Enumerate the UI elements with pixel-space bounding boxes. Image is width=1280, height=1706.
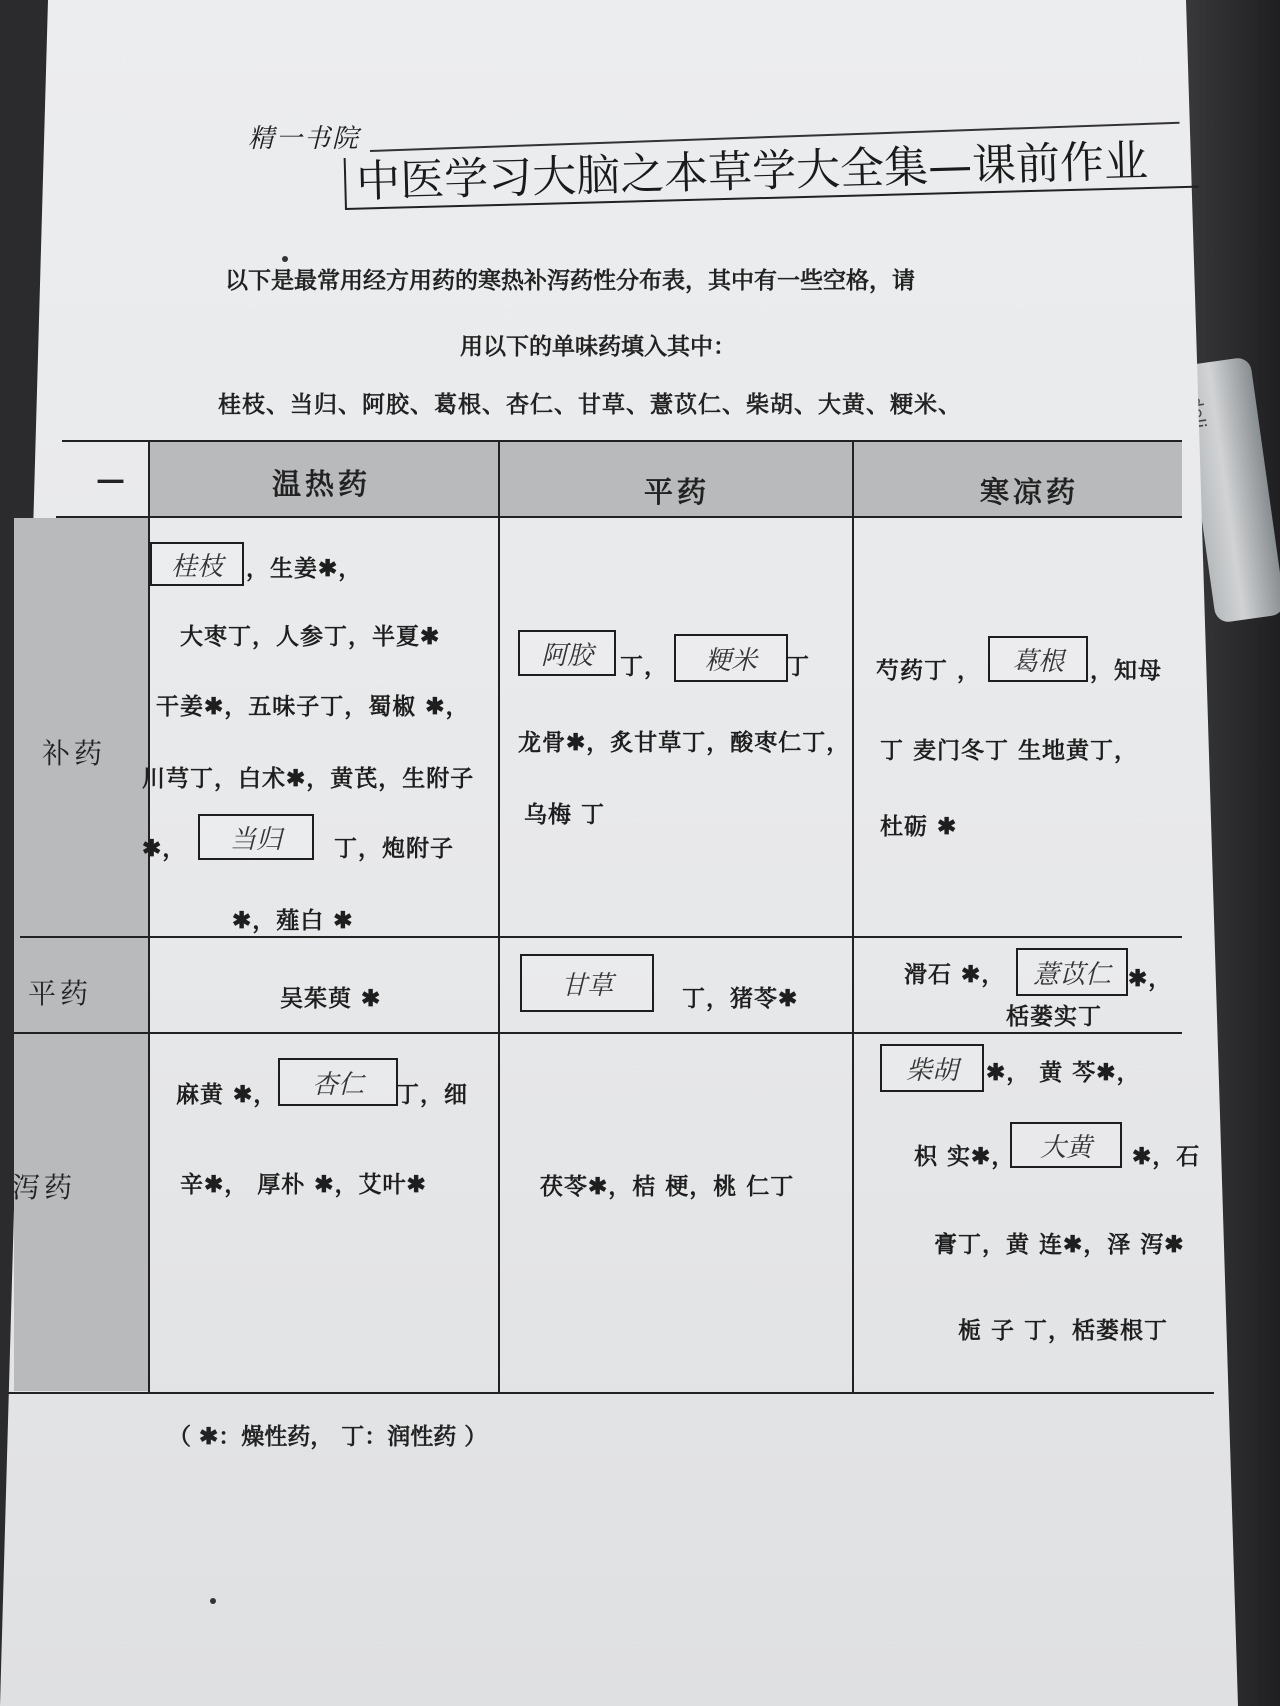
cell-text: 丁，猪苓✱	[682, 985, 799, 1012]
cell-text: 栝蒌实丁	[1006, 1003, 1102, 1030]
cell-text: 丁，	[620, 653, 668, 680]
row-label-purge: 泻药	[12, 1171, 77, 1204]
cell-text: 杜砺 ✱	[880, 813, 958, 840]
cell-text: 滑石 ✱，	[904, 961, 1006, 988]
col-header-neutral: 平药	[644, 475, 711, 509]
cell-text: ，生姜✱，	[246, 555, 363, 582]
cell-text: 麻黄 ✱，	[176, 1081, 278, 1108]
answer-box: 薏苡仁	[1016, 948, 1128, 996]
answer-box: 甘草	[520, 954, 654, 1012]
cell-text: 川芎丁，白术✱，黄芪，生附子	[142, 765, 475, 792]
table-bottom-border	[8, 1392, 1214, 1394]
col-divider-2	[852, 440, 854, 1392]
row-label-tonic: 补药	[42, 737, 107, 770]
paper-speck	[282, 256, 288, 262]
table-top-border	[62, 440, 1182, 442]
answer-box: 当归	[198, 814, 314, 860]
cell-text: ✱， 黄 芩✱，	[986, 1059, 1141, 1086]
cell-text: 栀 子 丁，栝蒌根丁	[958, 1317, 1169, 1344]
cell-text: 枳 实✱，	[914, 1143, 1016, 1170]
page-title: 中医学习大脑之本草学大全集—课前作业	[344, 136, 1199, 210]
paper-speck	[210, 1598, 216, 1604]
answer-box: 葛根	[988, 636, 1088, 682]
intro-line-2: 用以下的单味药填入其中：	[460, 334, 736, 360]
cell-text: 膏丁，黄 连✱，泽 泻✱	[934, 1231, 1185, 1258]
header-bottom-border	[56, 516, 1182, 518]
cell-text: 丁 麦门冬丁 生地黄丁，	[880, 737, 1139, 764]
cell-text: ✱，薤白 ✱	[232, 907, 354, 934]
answer-box: 大黄	[1010, 1122, 1122, 1168]
cell-text: 吴茱萸 ✱	[280, 985, 382, 1012]
cell-text: ✱，	[1128, 965, 1173, 992]
col-header-warm: 温热药	[272, 467, 372, 501]
cell-text: 乌梅 丁	[524, 801, 606, 828]
cell-text: ✱，	[142, 835, 187, 862]
cell-text: 干姜✱，五味子丁，蜀椒 ✱，	[156, 693, 470, 720]
cell-text: 丁，细	[396, 1081, 468, 1108]
col-divider-1	[498, 440, 500, 1392]
cell-text: ✱，石	[1132, 1143, 1201, 1170]
cell-text: 龙骨✱，炙甘草丁，酸枣仁丁，	[518, 729, 851, 756]
cell-text: 丁	[786, 653, 810, 680]
cell-text: 芍药丁 ，	[876, 657, 982, 684]
corner-cell: —	[96, 462, 129, 496]
answer-box: 杏仁	[278, 1058, 398, 1106]
legend: （ ✱：燥性药， 丁：润性药 ）	[168, 1423, 488, 1450]
row-label-neutral: 平药	[28, 977, 93, 1010]
col-header-cold: 寒凉药	[980, 475, 1080, 509]
cell-text: ，知母	[1090, 657, 1162, 684]
row2-bottom-border	[14, 1032, 1182, 1034]
answer-box: 粳米	[674, 634, 788, 682]
school-logo: 精一书院	[248, 124, 361, 154]
herb-list: 桂枝、当归、阿胶、葛根、杏仁、甘草、薏苡仁、柴胡、大黄、粳米、	[218, 392, 962, 418]
intro-line-1: 以下是最常用经方用药的寒热补泻药性分布表，其中有一些空格，请	[225, 268, 915, 294]
label-col-shade	[14, 518, 150, 1391]
cell-text: 辛✱， 厚朴 ✱，艾叶✱	[180, 1171, 427, 1198]
cell-text: 大枣丁，人参丁，半夏✱	[180, 623, 441, 650]
cell-text: 茯苓✱，桔 梗，桃 仁丁	[540, 1173, 795, 1200]
answer-box: 桂枝	[150, 542, 244, 586]
answer-box: 阿胶	[518, 630, 616, 676]
answer-box: 柴胡	[880, 1044, 984, 1092]
cell-text: 丁，炮附子	[334, 835, 454, 862]
row1-bottom-border	[20, 936, 1182, 938]
